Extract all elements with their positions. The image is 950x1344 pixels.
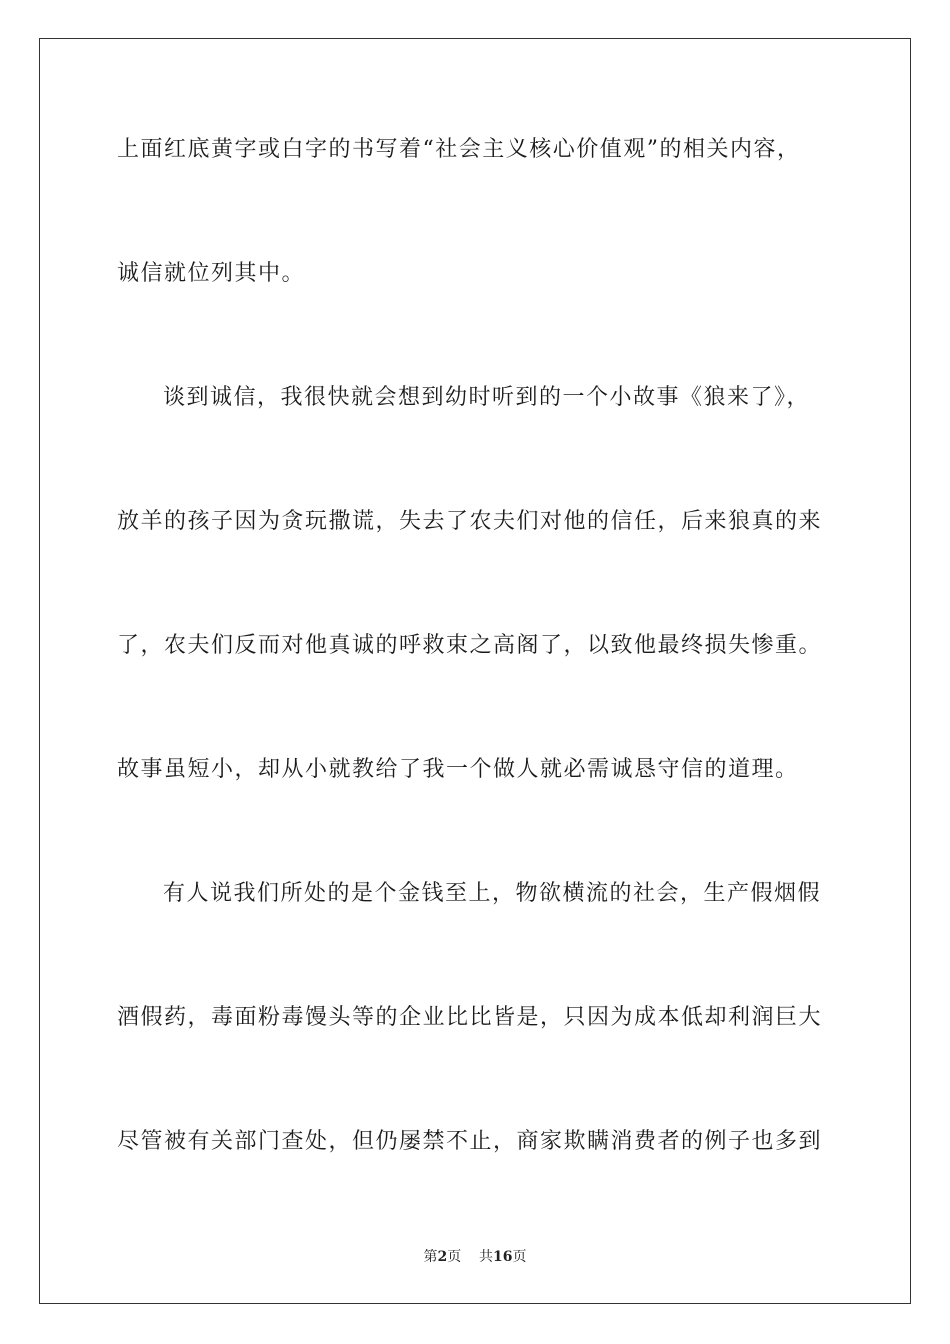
text-line: 故事虽短小，却从小就教给了我一个做人就必需诚恳守信的道理。 — [117, 757, 799, 782]
page-number: 2 — [437, 1249, 448, 1265]
text-line: 诚信就位列其中。 — [117, 261, 306, 286]
paragraph-start-line: 谈到诚信，我很快就会想到幼时听到的一个小故事《狼来了》， — [163, 385, 811, 410]
total-prefix: 共 — [479, 1249, 494, 1265]
page-footer — [0, 1247, 950, 1267]
paragraph-start-line: 有人说我们所处的是个金钱至上，物欲横流的社会，生产假烟假 — [163, 881, 822, 906]
text-line: 尽管被有关部门查处，但仍屡禁不止，商家欺瞒消费者的例子也多到 — [117, 1129, 823, 1154]
text-line: 上面红底黄字或白字的书写着“社会主义核心价值观”的相关内容， — [117, 137, 801, 162]
text-line: 了，农夫们反而对他真诚的呼救束之高阁了，以致他最终损失惨重。 — [117, 633, 823, 658]
text-line: 放羊的孩子因为贪玩撒谎，失去了农夫们对他的信任，后来狼真的来 — [117, 509, 823, 534]
page-border — [39, 38, 911, 1304]
text-line: 酒假药，毒面粉毒馒头等的企业比比皆是，只因为成本低却利润巨大 — [117, 1005, 823, 1030]
total-pages: 16 — [493, 1249, 513, 1265]
page-suffix: 页 — [447, 1249, 462, 1265]
page-prefix: 第 — [423, 1249, 438, 1265]
total-suffix: 页 — [512, 1249, 527, 1265]
